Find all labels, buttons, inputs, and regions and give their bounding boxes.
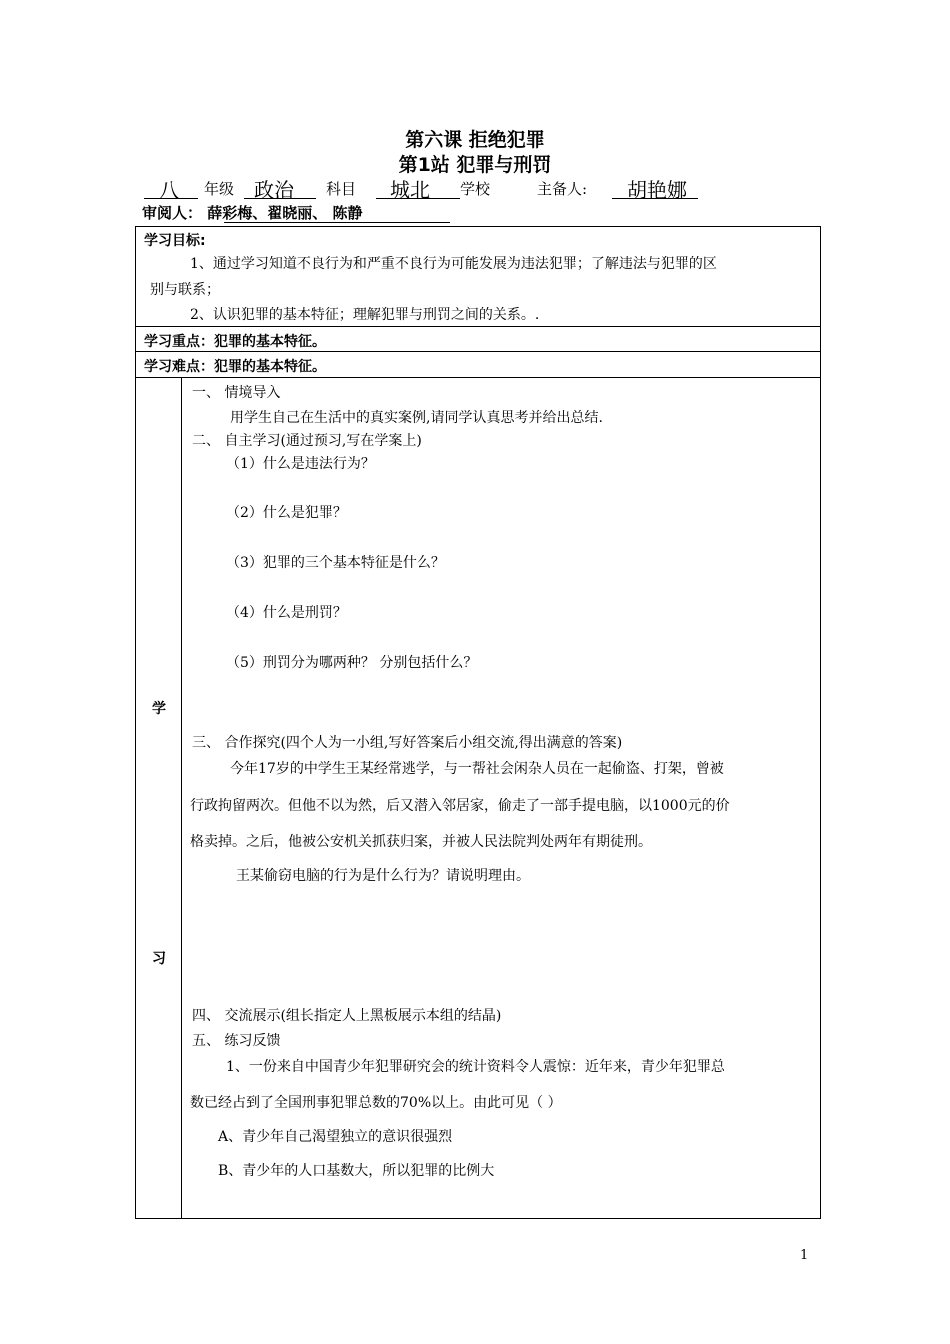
- preparer-label: 主备人:: [537, 180, 588, 198]
- exercise-1-line-2: 数已经占到了全国刑事犯罪总数的70%以上。由此可见（ ）: [190, 1095, 562, 1111]
- header-info-line: [142, 174, 842, 202]
- case-line-2: 行政拘留两次。但他不以为然，后又潜入邻居家，偷走了一部手提电脑，以1000元的价: [190, 798, 730, 814]
- page-number: 1: [800, 1248, 809, 1263]
- lesson-title: 第六课 拒绝犯罪: [405, 129, 545, 151]
- objectives-heading: 学习目标:: [144, 233, 206, 249]
- case-line-3: 格卖掉。之后，他被公安机关抓获归案，并被人民法院判处两年有期徒刑。: [190, 834, 652, 850]
- preparer-underline: [612, 198, 698, 199]
- section-3-title: 三、 合作探究(四个人为一小组,写好答案后小组交流,得出满意的答案): [192, 735, 623, 751]
- section-1-title: 一、 情境导入: [192, 385, 281, 401]
- subject-value: 政治: [254, 178, 294, 202]
- grade-underline: [144, 198, 198, 199]
- side-label-learn: 学: [152, 701, 166, 717]
- case-question: 王某偷窃电脑的行为是什么行为？请说明理由。: [236, 868, 530, 884]
- subject-label: 科目: [326, 180, 357, 198]
- question-1: （1）什么是违法行为？: [226, 456, 375, 472]
- key-point: 学习重点：犯罪的基本特征。: [144, 334, 326, 350]
- reviewers-underline: [224, 222, 450, 223]
- section-4-title: 四、 交流展示(组长指定人上黑板展示本组的结晶): [192, 1008, 502, 1024]
- school-underline: [376, 198, 460, 199]
- row-divider: [135, 377, 821, 378]
- exercise-1-line-1: 1、一份来自中国青少年犯罪研究会的统计资料令人震惊：近年来，青少年犯罪总: [226, 1059, 725, 1075]
- column-divider: [181, 377, 182, 1219]
- reviewers-line: 审阅人： 薛彩梅、翟晓丽、 陈静: [142, 204, 363, 222]
- question-4: （4）什么是刑罚？: [226, 605, 347, 621]
- section-2-title: 二、 自主学习(通过预习,写在学案上): [192, 433, 422, 449]
- grade-label: 年级: [204, 180, 235, 198]
- question-2: （2）什么是犯罪？: [226, 505, 347, 521]
- section-5-title: 五、 练习反馈: [192, 1033, 281, 1049]
- exercise-1-option-a: A、青少年自己渴望独立的意识很强烈: [218, 1129, 453, 1145]
- case-line-1: 今年17岁的中学生王某经常逃学，与一帮社会闲杂人员在一起偷盗、打架，曾被: [230, 761, 724, 777]
- school-value: 城北: [390, 178, 430, 202]
- difficulty: 学习难点：犯罪的基本特征。: [144, 359, 326, 375]
- question-3: （3）犯罪的三个基本特征是什么？: [226, 555, 445, 571]
- objective-2: 2、认识犯罪的基本特征；理解犯罪与刑罚之间的关系。.: [190, 307, 540, 323]
- preparer-value: 胡艳娜: [627, 178, 687, 202]
- exercise-1-option-b: B、青少年的人口基数大，所以犯罪的比例大: [218, 1163, 495, 1179]
- row-divider: [135, 326, 821, 327]
- side-label-practice: 习: [152, 951, 166, 967]
- objective-1-line-2: 别与联系；: [150, 282, 220, 298]
- row-divider: [135, 351, 821, 352]
- school-label: 学校: [460, 180, 491, 198]
- section-1-text: 用学生自己在生活中的真实案例,请同学认真思考并给出总结.: [230, 410, 603, 426]
- objective-1-line-1: 1、通过学习知道不良行为和严重不良行为可能发展为违法犯罪；了解违法与犯罪的区: [190, 256, 717, 272]
- grade-value: 八: [159, 178, 179, 202]
- lesson-subtitle: 第1站 犯罪与刑罚: [398, 154, 552, 176]
- question-5: （5）刑罚分为哪两种？ 分别包括什么？: [226, 655, 478, 671]
- subject-underline: [244, 198, 316, 199]
